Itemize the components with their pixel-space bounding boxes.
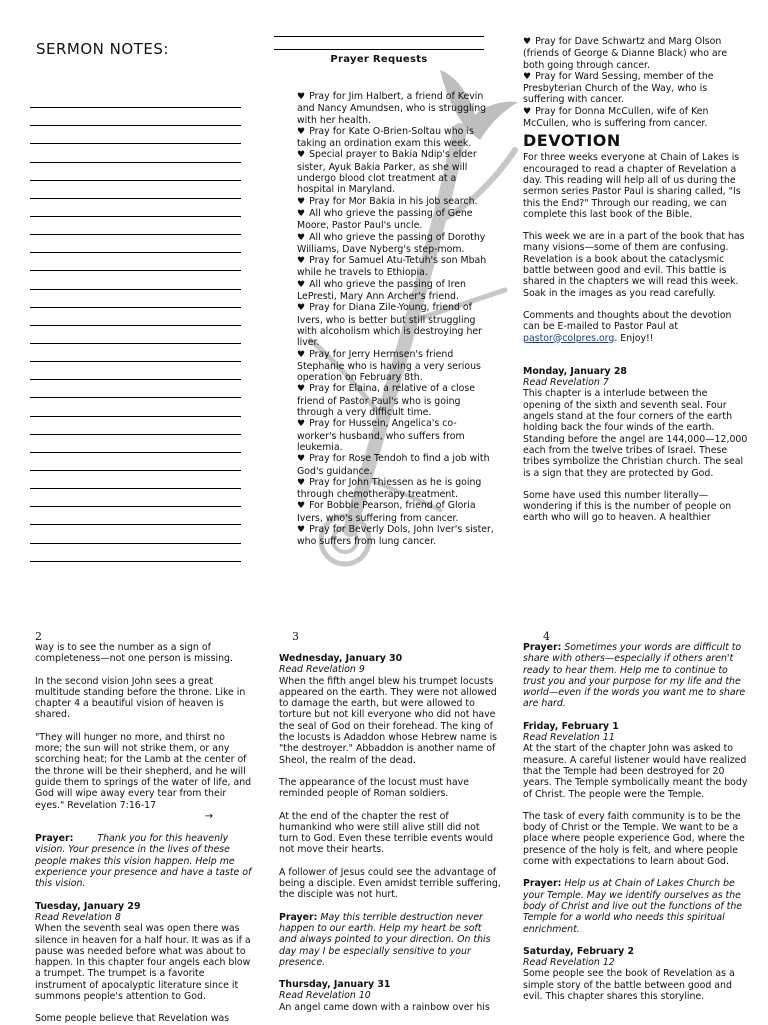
heart-bullet-icon: ♥	[297, 501, 306, 512]
heart-bullet-icon: ♥	[297, 454, 306, 465]
note-line	[30, 90, 241, 108]
prayer-item	[297, 232, 495, 256]
note-line	[30, 290, 241, 308]
col2-paragraph-2: In the second vision John sees a great multitude standing before the throne. Like in chapter 4 a beautiful vision of heaven is shared.	[35, 675, 246, 721]
col2-paragraph-1: way is to see the number as a sign of completeness—not one person is missing.	[35, 642, 233, 665]
prayer-item-text: Pray for Mor Bakia in his job search.	[309, 195, 478, 207]
saturday-text: Some people see the book of Revelation as a simple story of the battle between good and evil. This chapter shares this storyline.	[523, 968, 735, 1003]
prayer-item	[297, 349, 495, 384]
prayer-item	[297, 149, 495, 195]
prayer-item-text: For Bobbie Pearson, friend of Gloria Ivers, who's suffering from cancer.	[297, 500, 476, 524]
page-number-2: 2	[35, 630, 42, 643]
page-number-3: 3	[292, 630, 299, 643]
heart-bullet-icon: ♥	[523, 106, 532, 117]
devotion-column	[523, 36, 748, 524]
note-line	[30, 235, 241, 253]
tuesday-text: When the seventh seal was open there was silence in heaven for a half hour. It was as if a pause was needed before what was about to happen. In this chapter four angels each blow a trumpet. The trumpet is a favorite instrument of apocalyptic literature since it summons people's attention to God.	[35, 923, 251, 1003]
prayer-item-text: Pray for Samuel Atu-Tetuh's son Mbah while he travels to Ethiopia.	[297, 255, 487, 279]
col3-prayer	[279, 912, 501, 968]
prayer-top-rule	[274, 36, 484, 37]
note-line	[30, 181, 241, 199]
col4-paragraph-2: The task of every faith community is to be the body of Christ or the Temple. We want to be a place where people experience God, where the presence of the holy is felt, and where people come with expectations to learn about God.	[523, 810, 745, 868]
note-line	[30, 217, 241, 235]
note-line	[30, 163, 241, 181]
devotion-paragraph: This week we are in a part of the book that has many visions—some of them are confusing. Revelation is a book about the cataclysmic battle between good and evil. This battle is shared in the chapters we will read this week. Soak in the images as you read carefully.	[523, 231, 745, 299]
note-line	[30, 144, 241, 162]
prayer-item-text: Pray for Dave Schwartz and Marg Olson (friends of George & Dianne Black) who are both going through cancer.	[523, 36, 728, 71]
note-line	[30, 380, 241, 398]
prayer-text: May this terrible destruction never happen to our earth. Help my heart be soft and always pointed to your direction. On this day may I be especially sensitive to your presence.	[279, 911, 491, 968]
note-line	[30, 507, 241, 525]
prayer-label: Prayer:	[523, 642, 562, 653]
prayer-item-text: Pray for Donna McCullen, wife of Ken McCullen, who is suffering from cancer.	[523, 105, 709, 130]
prayer-item-text: Pray for Ward Sessing, member of the Presbyterian Church of the Way, who is suffering with cancer.	[523, 70, 714, 106]
note-line	[30, 435, 241, 453]
prayer-item	[297, 208, 495, 232]
heart-bullet-icon: ♥	[297, 349, 306, 360]
prayer-item	[523, 71, 748, 106]
prayer-item	[297, 418, 495, 453]
wednesday-text: When the fifth angel blew his trumpet locusts appeared on the earth. They were not allowed to damage the earth, but were allowed to torture but not kill everyone who did not have the seal of God on their forehead. The king of the locusts is Adaddon whose Hebrew name is "the destroyer." Abbaddon is another name of Sheol, the realm of the dead.	[279, 675, 498, 766]
heart-bullet-icon: ♥	[297, 524, 306, 535]
prayer-top-rule-2	[274, 49, 484, 50]
note-line	[30, 398, 241, 416]
prayer-label: Prayer:	[35, 833, 74, 845]
col3-paragraph-4: A follower of Jesus could see the advantage of being a disciple. Even amidst terrible suffering, the disciple was not hurt.	[279, 866, 501, 901]
note-line	[30, 199, 241, 217]
heart-bullet-icon: ♥	[297, 256, 306, 267]
heart-bullet-icon: ♥	[297, 279, 306, 290]
prayer-item	[297, 524, 495, 548]
heart-bullet-icon: ♥	[297, 208, 306, 219]
note-line	[30, 544, 241, 562]
prayer-label: Prayer:	[279, 911, 318, 923]
note-line	[30, 253, 241, 271]
page-number-4: 4	[543, 630, 550, 643]
prayer-item	[523, 36, 748, 71]
monday-text: This chapter is a interlude between the opening of the sixth and seventh seal. Four angels stand at the four corners of the earth holding back the four winds of the earth. Standing before the angel are 144,000—12,000 each from the twelve tribes of Israel. These tribes symbolize the Christian church. The seal is a sign that they are protected by God.	[523, 388, 748, 479]
prayer-item-text: All who grieve the passing of Gene Moore, Pastor Paul's uncle.	[297, 207, 473, 232]
col3-paragraph-3: At the end of the chapter the rest of humankind who were still alive still did not turn to God. Even these terrible events would not move their hearts.	[279, 810, 494, 856]
contact-text: Comments and thoughts about the devotion can be E-mailed to Pastor Paul at	[523, 309, 732, 333]
heart-bullet-icon: ♥	[297, 126, 306, 137]
heart-bullet-icon: ♥	[523, 37, 532, 47]
monday-reading: Read Revelation 7	[523, 377, 609, 389]
prayer-item	[297, 255, 495, 279]
note-line	[30, 525, 241, 543]
note-line	[30, 326, 241, 344]
note-line	[30, 471, 241, 489]
prayer-item	[297, 453, 495, 477]
prayer-text: Help us at Chain of Lakes Church be your Temple. May we identify ourselves as the body of Christ and live out the functions of the Temple for a world who needs this spiritual enrichment.	[523, 878, 743, 935]
col2-prayer	[35, 833, 253, 889]
arrow-glyph: →	[204, 810, 213, 822]
prayer-requests-title: Prayer Requests	[330, 54, 428, 65]
note-line	[30, 489, 241, 507]
page-2-column	[35, 642, 253, 1025]
prayer-item-text: Pray for John Thiessen as he is going through chemotherapy treatment.	[297, 476, 482, 501]
col4-prayer	[523, 642, 748, 710]
heart-bullet-icon: ♥	[297, 232, 306, 243]
prayer-item	[523, 106, 748, 130]
devotion-intro: For three weeks everyone at Chain of Lakes is encouraged to read a chapter of Revelation a day. This reading will help all of us during the sermon series Pastor Paul is sharing called, "Is this the End?" Through our reading, we can complete this last book of the Bible.	[523, 152, 741, 220]
prayer-item-text: Pray for Beverly Dols, John Iver's sister, who suffers from lung cancer.	[297, 523, 494, 548]
note-line	[30, 362, 241, 380]
note-line	[30, 308, 241, 326]
col3-paragraph-2: The appearance of the locust must have reminded people of Roman soldiers.	[279, 776, 469, 800]
prayer-item-text: Pray for Rose Tendoh to find a job with God's guidance.	[297, 453, 490, 477]
monday-text-2: Some have used this number literally—wondering if this is the number of people on earth who will go to heaven. A healthier	[523, 489, 732, 524]
prayer-item-text: Pray for Diana Zile-Young, friend of Ivers, who is better but still struggling with alcoholism which is destroying her liver.	[297, 302, 483, 349]
prayer-item	[297, 126, 495, 150]
page-3-column	[279, 653, 501, 1013]
devotion-contact	[523, 310, 748, 344]
note-line	[30, 271, 241, 289]
prayer-item-text: Pray for Jerry Hermsen's friend Stephanie who is having a very serious operation on February 8th.	[297, 348, 481, 384]
note-line	[30, 126, 241, 144]
col2-quote: "They will hunger no more, and thirst no more; the sun will not strike them, or any scorching heat; for the Lamb at the center of the throne will be their shepherd, and he will guide them to springs of the water of life, and God will wipe away every tear from their eyes." Revelation 7:16-17	[35, 731, 252, 811]
thursday-reading: Read Revelation 10	[279, 990, 371, 1002]
heart-bullet-icon: ♥	[523, 71, 532, 82]
monday-heading: Monday, January 28	[523, 365, 627, 377]
friday-text: At the start of the chapter John was asked to measure. A careful listener would have realized that the Temple had been destroyed for 20 years. The Temple symbolically meant the body of Christ. The people were the Temple.	[523, 743, 748, 800]
contact-suffix: . Enjoy!!	[614, 332, 654, 344]
friday-heading: Friday, February 1	[523, 720, 619, 732]
prayer-item	[297, 477, 495, 501]
heart-bullet-icon: ♥	[297, 477, 306, 488]
prayer-item-text: Pray for Elaina, a relative of a close friend of Pastor Paul's who is going through a very difficult time.	[297, 383, 476, 419]
prayer-requests-list-continued	[523, 36, 748, 129]
prayer-requests-list	[297, 91, 495, 548]
prayer-item-text: All who grieve the passing of Dorothy Williams, Dave Nyberg's step-mom.	[297, 231, 486, 255]
heart-bullet-icon: ♥	[297, 92, 306, 102]
note-line	[30, 344, 241, 362]
heart-bullet-icon: ♥	[297, 303, 306, 314]
heart-bullet-icon: ♥	[297, 384, 306, 395]
devotion-heading: DEVOTION	[523, 131, 621, 151]
thursday-text: An angel came down with a rainbow over his	[279, 1001, 490, 1013]
note-line	[30, 453, 241, 471]
heart-bullet-icon: ♥	[297, 196, 306, 207]
note-line	[30, 417, 241, 435]
prayer-item	[297, 500, 495, 524]
sermon-notes-title: SERMON NOTES:	[36, 40, 169, 58]
prayer-item	[297, 302, 495, 348]
prayer-item	[297, 383, 495, 418]
tuesday-reading: Read Revelation 8	[35, 911, 121, 923]
prayer-item	[297, 196, 495, 208]
prayer-item	[297, 91, 495, 126]
note-line	[30, 108, 241, 126]
thursday-heading: Thursday, January 31	[279, 979, 391, 991]
saturday-heading: Saturday, February 2	[523, 945, 635, 957]
col4-prayer-2	[523, 878, 748, 934]
prayer-item-text: Pray for Jim Halbert, a friend of Kevin and Nancy Amundsen, who is struggling with her health.	[297, 91, 487, 126]
prayer-item-text: Pray for Kate O-Brien-Soltau who is taking an ordination exam this week.	[297, 125, 474, 150]
prayer-text: Thank you for this heavenly vision. Your presence in the lives of these people makes this vision happen. Help me experience your presence and have a taste of this vision.	[35, 833, 252, 890]
email-link[interactable]: pastor@colpres.org	[523, 332, 615, 344]
wednesday-reading: Read Revelation 9	[279, 664, 365, 676]
prayer-text: Sometimes your words are difficult to share with others—especially if others aren't ready to hear them. Help me to continue to trust you and your purpose for my life and the world—even if the words you want me to share are hard.	[523, 642, 746, 710]
arrow-icon	[35, 811, 253, 822]
heart-bullet-icon: ♥	[297, 419, 306, 430]
prayer-item-text: All who grieve the passing of Iren LePresti, Mary Ann Archer's friend.	[297, 278, 466, 303]
tuesday-heading: Tuesday, January 29	[35, 900, 141, 912]
saturday-reading: Read Revelation 12	[523, 957, 615, 969]
tuesday-text-2: Some people believe that Revelation was	[35, 1013, 230, 1025]
prayer-item-text: Special prayer to Bakia Ndip's elder sister, Ayuk Bakia Parker, as she will undergo blood clot treatment at a hospital in Maryland.	[297, 149, 477, 196]
prayer-item-text: Pray for Hussein, Angelica's co-worker's husband, who suffers from leukemia.	[297, 418, 465, 453]
page-4-column	[523, 642, 748, 1002]
heart-bullet-icon: ♥	[297, 150, 306, 161]
wednesday-heading: Wednesday, January 30	[279, 653, 403, 664]
friday-reading: Read Revelation 11	[523, 732, 615, 744]
sermon-notes-lines	[30, 90, 241, 562]
prayer-item	[297, 279, 495, 303]
prayer-label: Prayer:	[523, 878, 562, 890]
